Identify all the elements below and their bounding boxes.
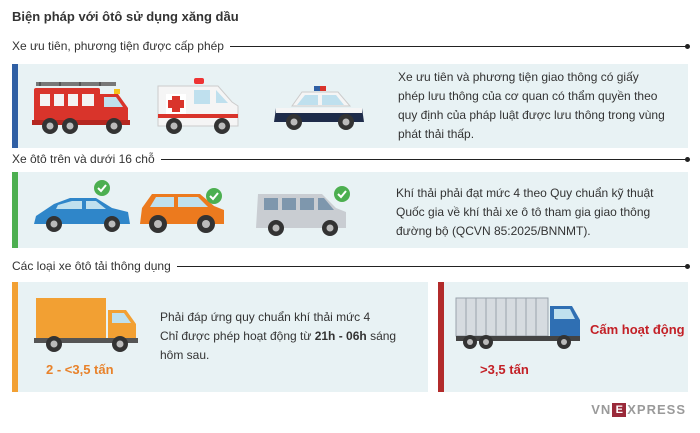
light-truck-weight: 2 - <3,5 tấn: [46, 362, 114, 377]
light-truck-hours: Chỉ được phép hoạt động từ 21h - 06h sáng hôm sau.: [160, 329, 397, 362]
check-icon: [94, 180, 110, 196]
section-label-cars: Xe ôtô trên và dưới 16 chỗ: [12, 152, 161, 166]
panel-priority-vehicles: [12, 64, 688, 148]
cars-description: Khí thải phải đạt mức 4 theo Quy chuẩn kỹ thuật Quốc gia về khí thải xe ô tô tham gia giao thông đường bộ (QCVN 85:2025/BNNMT).: [396, 186, 654, 238]
light-truck-hours-range: 21h - 06h: [314, 329, 367, 343]
panel-heavy-truck: [438, 282, 688, 392]
sedan-icon: [30, 190, 136, 238]
ambulance-icon: [154, 76, 242, 138]
police-car-icon: [272, 84, 368, 134]
panel-accent-bar: [438, 282, 444, 392]
check-icon: [206, 188, 222, 204]
heavy-truck-weight: >3,5 tấn: [480, 362, 529, 377]
section-label-priority: Xe ưu tiên, phương tiện được cấp phép: [12, 39, 230, 53]
panel-accent-bar: [12, 282, 18, 392]
panel-passenger-cars: [12, 172, 688, 248]
light-truck-icon: [32, 292, 142, 358]
heavy-truck-icon: [454, 294, 584, 356]
light-truck-rule: Phải đáp ứng quy chuẩn khí thải mức 4: [160, 310, 371, 324]
priority-description: Xe ưu tiên và phương tiện giao thông có giấy phép lưu thông của cơ quan có thẩm quyền theo quy định của pháp luật được lưu thông trong vùng phát thải thấp.: [398, 70, 665, 141]
heavy-truck-ban: Cấm hoạt động: [590, 322, 685, 337]
panel-light-truck: [12, 282, 428, 392]
light-truck-description: [160, 308, 422, 365]
panel-accent-bar: [12, 172, 18, 248]
panel-accent-bar: [12, 64, 18, 148]
section-label-trucks: Các loại xe ôtô tải thông dụng: [12, 259, 177, 273]
page-title: Biện pháp với ôtô sử dụng xăng dầu: [12, 9, 239, 24]
check-icon: [334, 186, 350, 202]
vnexpress-logo: VN E XPRESS: [591, 402, 686, 417]
fire-truck-icon: [30, 76, 134, 138]
